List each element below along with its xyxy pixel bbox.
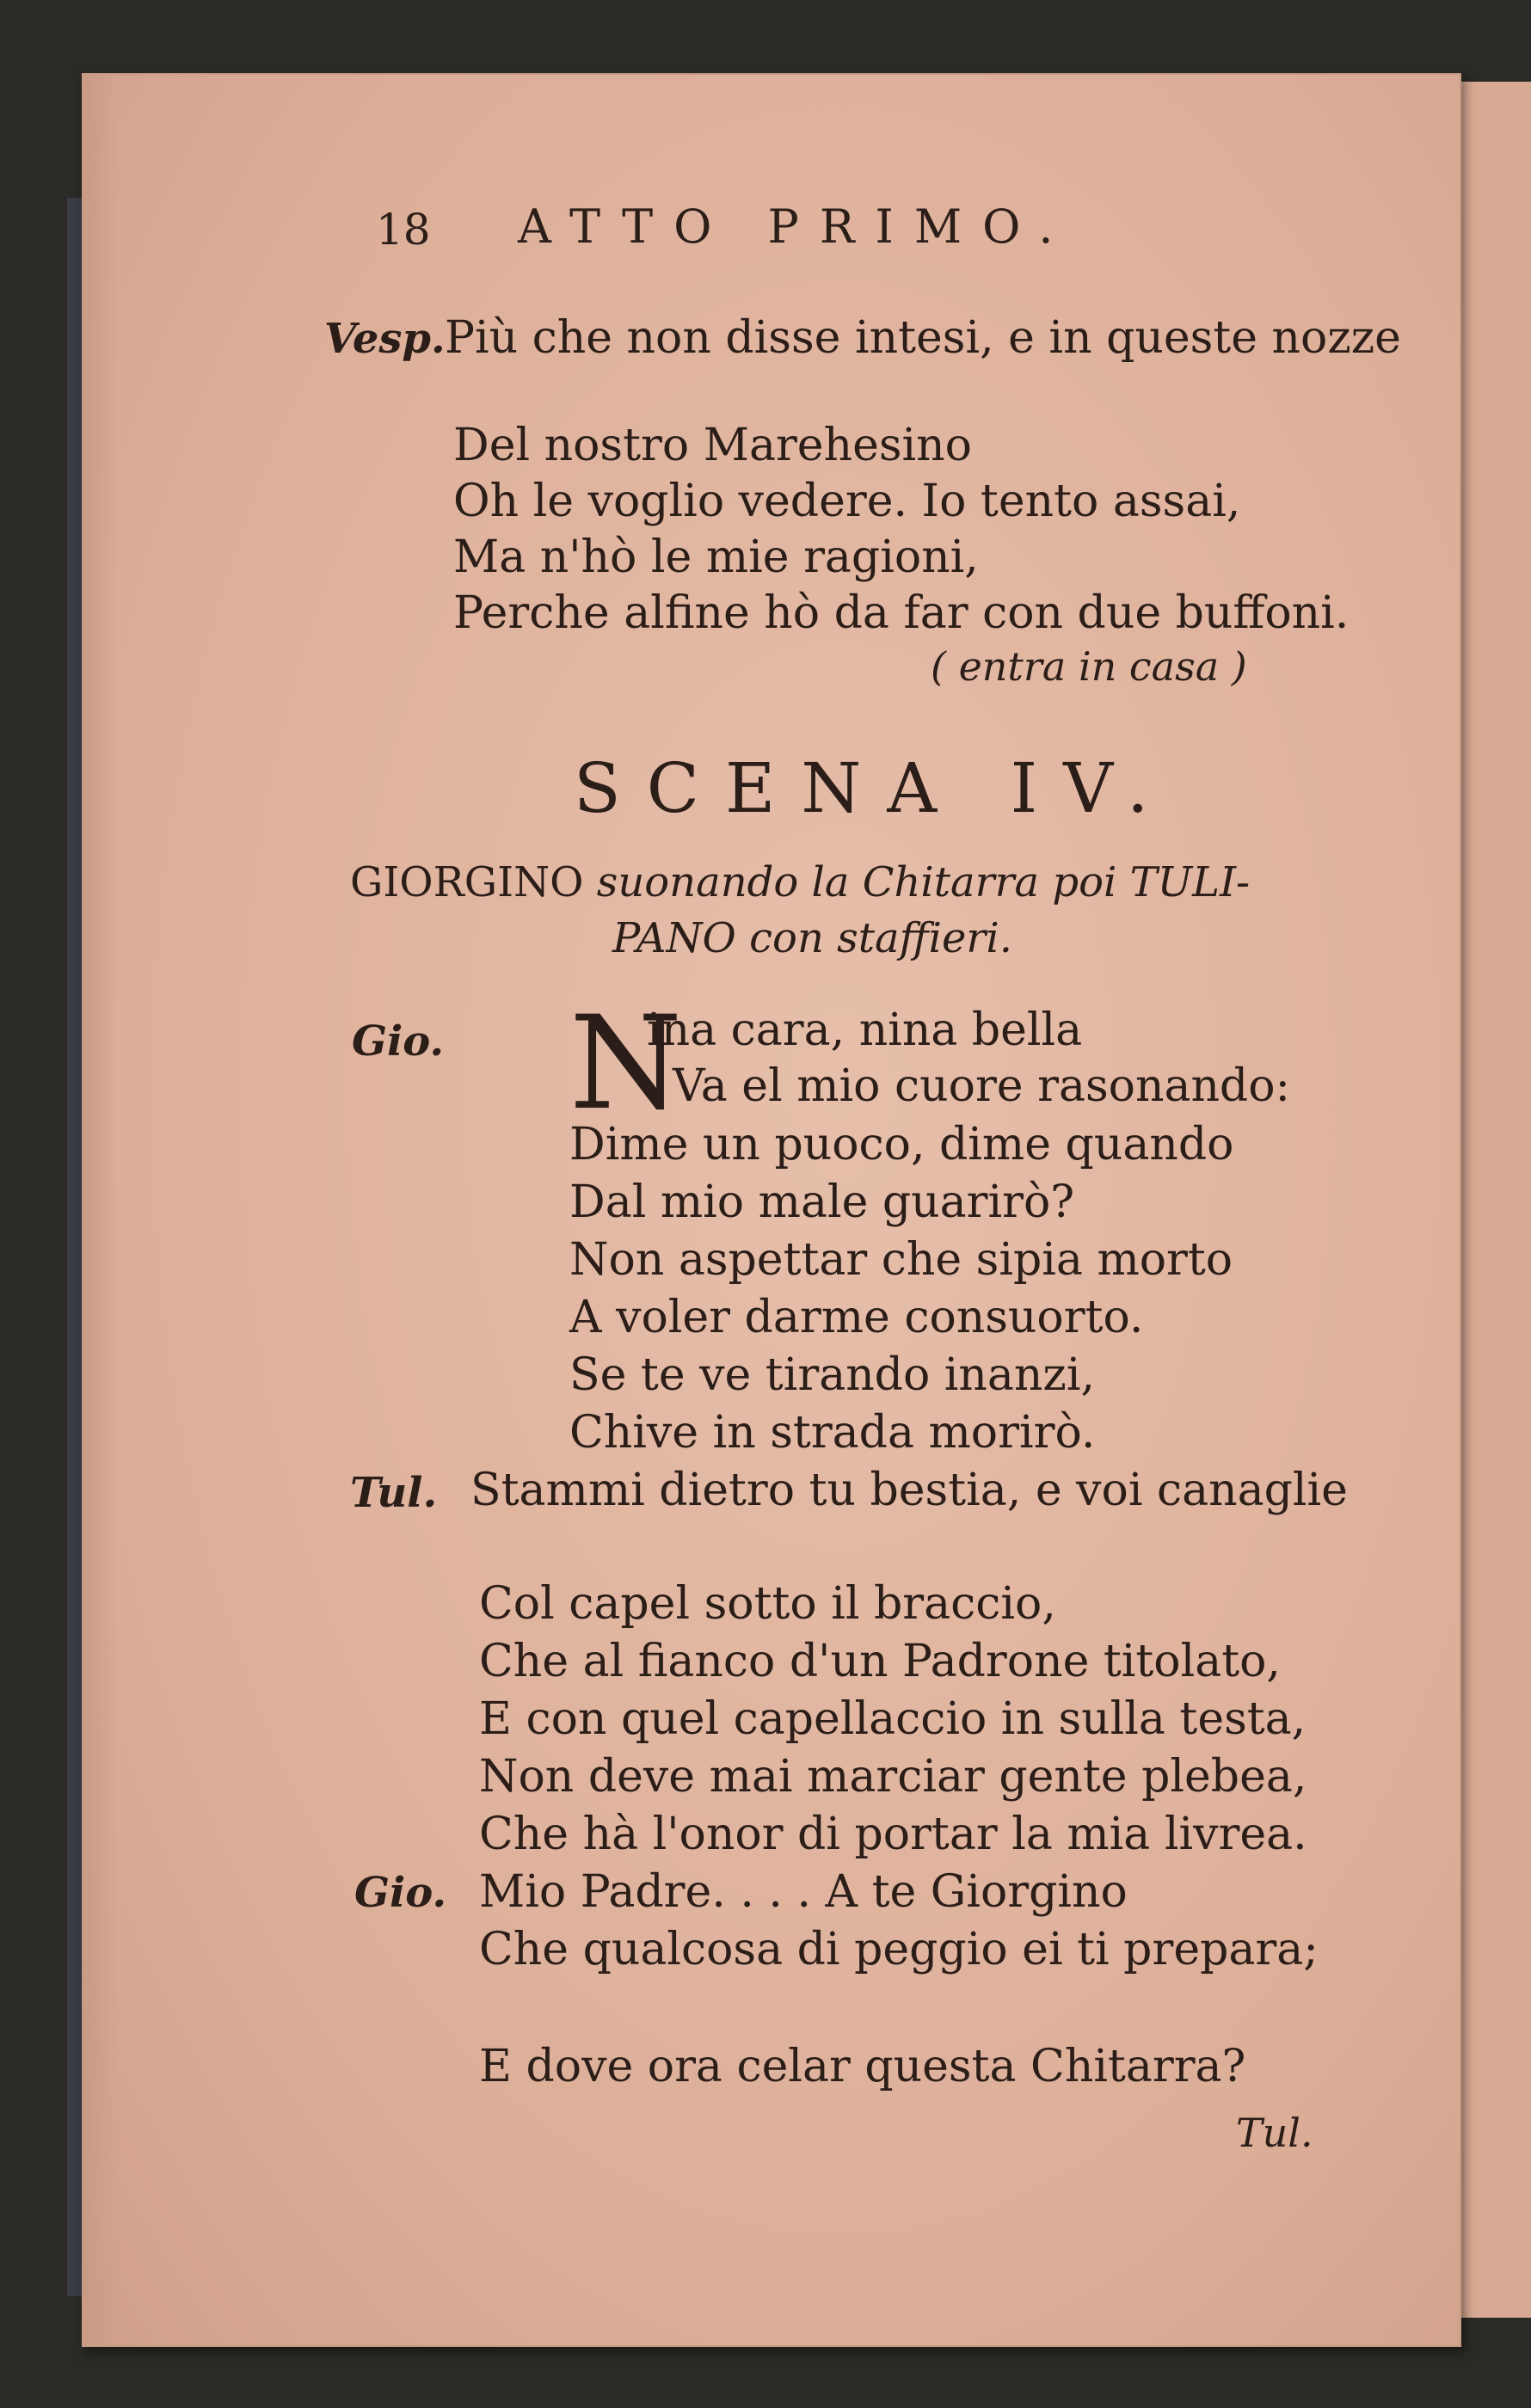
running-title: ATTO PRIMO. [518,200,1074,254]
verse-line: Va el mio cuore rasonando: [673,1060,1291,1112]
verse-line: Che qualcosa di peggio ei ti prepara; [479,1924,1319,1975]
catchword: Tul. [1236,2110,1313,2156]
scene-characters [350,858,1251,906]
verse-line: Del nostro Marehesino [453,420,972,471]
speaker-gio-2: Gio. [354,1869,447,1917]
character-giorgino: GIORGINO [350,858,584,906]
verse-line: Dime un puoco, dime quando [569,1119,1234,1170]
character-tulipano-part1: TULI- [1129,858,1251,906]
character-action: suonando la Chitarra poi [596,858,1117,906]
verse-line: Che al fianco d'un Padrone titolato, [479,1636,1281,1687]
verse-line: Più che non disse intesi, e in queste nozze [445,312,1401,364]
page-number: 18 [376,205,431,255]
page-gutter-shadow [83,75,118,2345]
verse-line: Non aspettar che sipia morto [569,1234,1233,1286]
verse-line: Dal mio male guarirò? [569,1176,1075,1228]
verse-line: Ma n'hò le mie ragioni, [453,531,979,583]
speaker-vesp: Vesp. [324,315,446,363]
character-attendants: con staffieri. [749,914,1012,962]
verse-line: Oh le voglio vedere. Io tento assai, [453,476,1241,527]
drop-cap: N [569,989,683,1139]
verse-line: Chive in strada morirò. [569,1407,1096,1459]
verse-line: ina cara, nina bella [647,1004,1083,1056]
speaker-gio: Gio. [352,1017,445,1066]
verse-line: Se te ve tirando inanzi, [569,1349,1095,1401]
verse-line: Col capel sotto il braccio, [479,1578,1056,1630]
verse-line: Stammi dietro tu bestia, e voi canaglie [470,1465,1348,1516]
verse-line: Non deve mai marciar gente plebea, [479,1751,1307,1803]
scene-characters-cont [612,914,1012,962]
verse-line: E dove ora celar questa Chitarra? [479,2041,1246,2092]
verse-line: Perche alfine hò da far con due buffoni. [453,587,1350,639]
speaker-tul: Tul. [350,1469,438,1517]
verse-line: Mio Padre. . . . A te Giorgino [479,1866,1128,1918]
stage-direction: ( entra in casa ) [931,643,1247,690]
book-page [82,73,1461,2347]
verse-line: E con quel capellaccio in sulla testa, [479,1693,1307,1745]
facing-page-edge [1454,82,1531,2318]
scene-title: SCENA IV. [574,748,1175,828]
verse-line: Che hà l'onor di portar la mia livrea. [479,1809,1307,1860]
verse-line: A voler darme consuorto. [569,1292,1144,1343]
character-tulipano-part2: PANO [612,914,736,962]
